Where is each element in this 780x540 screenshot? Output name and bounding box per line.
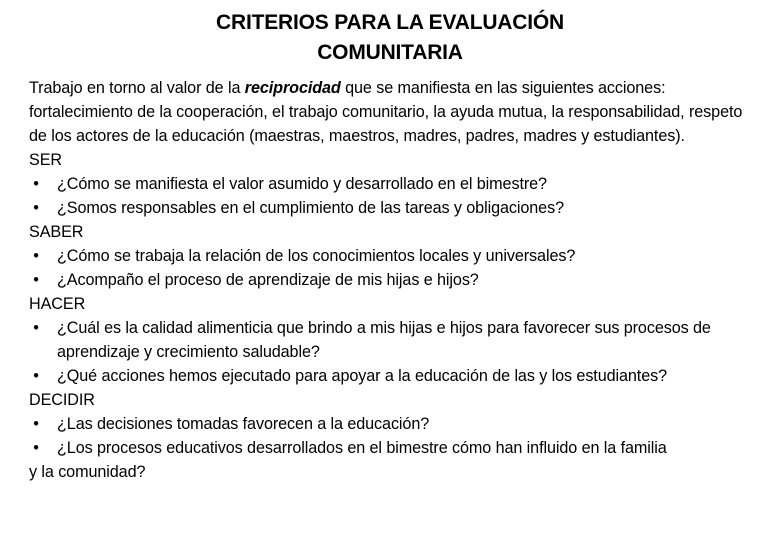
bullet-icon: •: [33, 319, 39, 337]
list-item-text: ¿Acompaño el proceso de aprendizaje de mis hijas e hijos?: [57, 271, 479, 289]
list-item: [29, 412, 759, 436]
list-item: [29, 268, 759, 292]
bullet-icon: •: [33, 271, 39, 289]
section-heading-ser: SER: [29, 151, 62, 169]
bullet-icon: •: [33, 175, 39, 193]
list-item: [29, 316, 759, 364]
list-item-text: ¿Somos responsables en el cumplimiento de las tareas y obligaciones?: [57, 199, 564, 217]
bullet-icon: •: [33, 415, 39, 433]
list-item-text: ¿Los procesos educativos desarrollados en el bimestre cómo han influido en la familia: [57, 439, 667, 457]
list-item-text: ¿Cómo se trabaja la relación de los conocimientos locales y universales?: [57, 247, 576, 265]
list-item: [29, 172, 759, 196]
bullet-icon: •: [33, 199, 39, 217]
intro-emphasis: reciprocidad: [244, 79, 341, 97]
list-item-continuation: y la comunidad?: [29, 463, 146, 481]
list-item-text: ¿Qué acciones hemos ejecutado para apoyar a la educación de las y los estudiantes?: [57, 367, 668, 385]
section-heading-decidir: DECIDIR: [29, 391, 95, 409]
intro-text-before: Trabajo en torno al valor de la: [29, 79, 245, 97]
title-line-1: CRITERIOS PARA LA EVALUACIÓN: [216, 11, 564, 34]
list-item-text: ¿Cómo se manifiesta el valor asumido y desarrollado en el bimestre?: [57, 175, 547, 193]
list-item-text: ¿Cuál es la calidad alimenticia que brindo a mis hijas e hijos para favorecer sus procesos de aprendizaje y crecimiento saludable?: [57, 319, 711, 361]
title-line-2: COMUNITARIA: [317, 41, 463, 64]
intro-text-after: que se manifiesta en las siguientes acciones: fortalecimiento de la cooperación, el trabajo comunitario, la ayuda mutua, la responsabilidad, respeto de los actores de la educación (maestras, maestros, madres, padres, madres y estudiantes).: [29, 79, 743, 145]
list-item: [29, 364, 759, 388]
list-item: [29, 436, 759, 460]
list-item: [29, 196, 759, 220]
section-heading-hacer: HACER: [29, 295, 86, 313]
bullet-icon: •: [33, 367, 39, 385]
list-item-text: ¿Las decisiones tomadas favorecen a la educación?: [57, 415, 430, 433]
list-item: [29, 244, 759, 268]
section-heading-saber: SABER: [29, 223, 84, 241]
document-title: [0, 8, 780, 68]
bullet-icon: •: [33, 247, 39, 265]
bullet-icon: •: [33, 439, 39, 457]
document-body: [29, 76, 759, 484]
intro-paragraph: [29, 76, 759, 148]
